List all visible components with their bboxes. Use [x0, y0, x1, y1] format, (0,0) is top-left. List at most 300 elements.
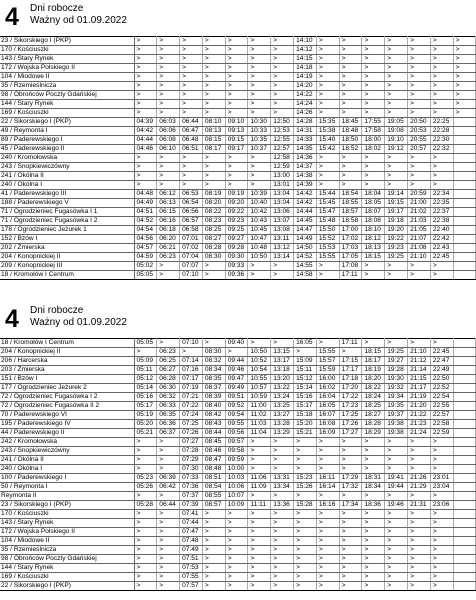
departure-time: 15:42: [316, 145, 339, 154]
departure-time: >: [362, 447, 385, 456]
departure-time: 22:55: [430, 402, 453, 411]
departure-time: 06:16: [157, 217, 180, 226]
departure-time: >: [430, 55, 453, 64]
departure-time: >: [385, 271, 408, 280]
stop-name: 170 / Kościuszki: [0, 46, 134, 55]
departure-time: >: [362, 91, 385, 100]
departure-time: 14:47: [294, 226, 317, 235]
departure-time: >: [134, 465, 157, 474]
departure-time: >: [339, 537, 362, 546]
departure-time: >: [157, 64, 180, 73]
table-row: [0, 73, 476, 82]
departure-time: 13:34: [271, 483, 294, 492]
departure-time: 17:11: [339, 271, 362, 280]
departure-time: >: [430, 555, 453, 564]
table-row: [0, 582, 476, 591]
stop-name: 243 / Snopkiewiczówny: [0, 447, 134, 456]
stop-name: 242 / Kromołowska: [0, 438, 134, 447]
departure-time: 14:22: [294, 91, 317, 100]
departure-time: 09:59: [225, 456, 248, 465]
departure-time: 21:24: [408, 429, 431, 438]
departure-time: >: [339, 555, 362, 564]
table-row: [0, 163, 476, 172]
departure-time: >: [202, 109, 225, 118]
departure-time: >: [271, 46, 294, 55]
departure-time: >: [339, 564, 362, 573]
departure-time: 08:48: [202, 465, 225, 474]
departure-time: [453, 199, 476, 208]
departure-time: 08:20: [202, 199, 225, 208]
departure-time: >: [385, 73, 408, 82]
departure-time: >: [248, 438, 271, 447]
departure-time: >: [385, 91, 408, 100]
departure-time: >: [134, 172, 157, 181]
departure-time: [453, 208, 476, 217]
departure-time: 13:29: [271, 429, 294, 438]
departure-time: >: [271, 438, 294, 447]
departure-time: >: [408, 46, 431, 55]
departure-time: 08:28: [202, 244, 225, 253]
departure-time: 06:44: [157, 501, 180, 510]
departure-time: >: [339, 172, 362, 181]
departure-time: >: [385, 555, 408, 564]
departure-time: 20:57: [408, 145, 431, 154]
departure-time: >: [271, 492, 294, 501]
departure-time: >: [248, 154, 271, 163]
departure-time: 15:18: [294, 411, 317, 420]
departure-time: 10:40: [248, 199, 271, 208]
departure-time: >: [157, 465, 180, 474]
departure-time: 19:46: [385, 501, 408, 510]
departure-time: >: [271, 37, 294, 46]
departure-time: >: [157, 564, 180, 573]
table-row: [0, 82, 476, 91]
departure-time: [453, 136, 476, 145]
table-row: [0, 154, 476, 163]
departure-time: 19:35: [385, 402, 408, 411]
departure-time: [453, 262, 476, 271]
departure-time: >: [157, 438, 180, 447]
departure-time: [453, 235, 476, 244]
departure-time: >: [362, 109, 385, 118]
stop-name: 23 / Sikorskiego I (PKP): [0, 37, 134, 46]
stop-name: 204 / Konopnickiej II: [0, 348, 134, 357]
departure-time: [453, 438, 476, 447]
departure-time: >: [134, 163, 157, 172]
departure-time: 19:34: [385, 393, 408, 402]
departure-time: >: [157, 582, 180, 591]
departure-time: >: [134, 37, 157, 46]
departure-time: 10:03: [225, 474, 248, 483]
departure-time: 07:16: [180, 366, 203, 375]
departure-time: 15:50: [316, 226, 339, 235]
departure-time: >: [339, 528, 362, 537]
departure-time: >: [202, 172, 225, 181]
stop-name: 72 / Ogrodzieniec Fugasówka I 2: [0, 393, 134, 402]
departure-time: >: [362, 55, 385, 64]
departure-time: >: [180, 91, 203, 100]
departure-time: 13:11: [271, 235, 294, 244]
departure-time: >: [408, 528, 431, 537]
departure-time: 18:00: [362, 136, 385, 145]
departure-time: >: [202, 582, 225, 591]
departure-time: >: [157, 91, 180, 100]
departure-time: 04:54: [134, 226, 157, 235]
departure-time: 22:35: [430, 199, 453, 208]
departure-time: 06:33: [157, 402, 180, 411]
departure-time: 11:00: [248, 402, 271, 411]
departure-time: >: [316, 163, 339, 172]
departure-time: >: [316, 546, 339, 555]
departure-time: 15:09: [294, 357, 317, 366]
stop-name: 151 / Bzów I: [0, 375, 134, 384]
departure-time: >: [430, 109, 453, 118]
departure-time: >: [339, 73, 362, 82]
departure-time: >: [157, 100, 180, 109]
departure-time: >: [316, 109, 339, 118]
departure-time: 04:59: [134, 253, 157, 262]
departure-time: 06:15: [157, 208, 180, 217]
departure-time: >: [294, 546, 317, 555]
departure-time: 07:39: [180, 501, 203, 510]
departure-time: 14:18: [294, 64, 317, 73]
departure-time: 14:58: [294, 271, 317, 280]
departure-time: [453, 163, 476, 172]
departure-time: 06:08: [157, 136, 180, 145]
departure-time: 17:18: [339, 375, 362, 384]
departure-time: 18:24: [362, 393, 385, 402]
departure-time: 10:54: [248, 366, 271, 375]
departure-time: >: [362, 262, 385, 271]
departure-time: 06:20: [157, 235, 180, 244]
departure-time: >: [408, 181, 431, 190]
departure-time: >: [180, 154, 203, 163]
departure-time: >: [362, 438, 385, 447]
departure-time: 06:39: [157, 474, 180, 483]
departure-time: >: [408, 582, 431, 591]
departure-time: 06:30: [157, 384, 180, 393]
departure-time: 10:48: [248, 244, 271, 253]
departure-time: 09:22: [225, 208, 248, 217]
table-row: [0, 118, 476, 127]
departure-time: >: [248, 519, 271, 528]
departure-time: 18:54: [339, 190, 362, 199]
departure-time: 08:25: [202, 226, 225, 235]
departure-time: >: [362, 537, 385, 546]
departure-time: >: [408, 271, 431, 280]
departure-time: >: [316, 519, 339, 528]
departure-time: 21:02: [408, 208, 431, 217]
departure-time: >: [430, 492, 453, 501]
departure-time: >: [157, 46, 180, 55]
departure-time: 06:47: [180, 127, 203, 136]
departure-time: 18:15: [362, 348, 385, 357]
departure-time: 06:53: [180, 190, 203, 199]
departure-time: >: [339, 154, 362, 163]
departure-time: >: [271, 528, 294, 537]
departure-time: >: [134, 55, 157, 64]
table-row: [0, 262, 476, 271]
table-row: [0, 510, 476, 519]
departure-time: 15:35: [316, 118, 339, 127]
departure-time: >: [134, 564, 157, 573]
departure-time: 13:04: [271, 190, 294, 199]
table-row: [0, 136, 476, 145]
table-row: [0, 235, 476, 244]
departure-time: 10:50: [248, 348, 271, 357]
departure-time: >: [408, 100, 431, 109]
departure-time: >: [271, 262, 294, 271]
departure-time: >: [134, 537, 157, 546]
departure-time: >: [362, 73, 385, 82]
departure-time: 21:10: [408, 253, 431, 262]
departure-time: 06:10: [157, 145, 180, 154]
departure-time: >: [157, 172, 180, 181]
departure-time: 22:47: [430, 357, 453, 366]
departure-time: 18:34: [362, 483, 385, 492]
departure-time: >: [316, 528, 339, 537]
departure-time: >: [316, 64, 339, 73]
departure-time: >: [225, 582, 248, 591]
departure-time: 15:52: [316, 235, 339, 244]
departure-time: 15:12: [294, 375, 317, 384]
departure-time: >: [339, 100, 362, 109]
departure-time: >: [385, 82, 408, 91]
table-row: [0, 483, 476, 492]
table-row: [0, 46, 476, 55]
departure-time: 07:28: [180, 447, 203, 456]
departure-time: >: [385, 64, 408, 73]
departure-time: 18:05: [362, 199, 385, 208]
departure-time: >: [134, 438, 157, 447]
departure-time: 13:20: [271, 375, 294, 384]
departure-time: >: [385, 438, 408, 447]
departure-time: >: [271, 100, 294, 109]
table-row: [0, 429, 476, 438]
departure-time: >: [294, 447, 317, 456]
departure-time: >: [225, 109, 248, 118]
departure-time: 17:00: [339, 226, 362, 235]
departure-time: 07:04: [180, 253, 203, 262]
departure-time: 10:37: [248, 145, 271, 154]
departure-time: >: [316, 339, 339, 348]
table-row: [0, 384, 476, 393]
departure-time: 18:19: [362, 366, 385, 375]
departure-time: 13:14: [271, 253, 294, 262]
departure-time: >: [408, 555, 431, 564]
departure-time: >: [225, 91, 248, 100]
departure-time: 13:28: [271, 420, 294, 429]
departure-time: 08:30: [202, 253, 225, 262]
departure-time: >: [271, 339, 294, 348]
departure-time: >: [134, 519, 157, 528]
departure-time: 15:21: [294, 429, 317, 438]
departure-time: >: [134, 546, 157, 555]
departure-time: >: [339, 465, 362, 474]
departure-time: 04:56: [134, 235, 157, 244]
departure-time: 19:38: [385, 429, 408, 438]
departure-time: >: [202, 82, 225, 91]
departure-time: 14:44: [294, 208, 317, 217]
departure-time: 14:26: [294, 109, 317, 118]
departure-time: >: [339, 573, 362, 582]
departure-time: >: [408, 438, 431, 447]
departure-time: >: [157, 181, 180, 190]
departure-time: >: [157, 573, 180, 582]
departure-time: 21:05: [408, 226, 431, 235]
table-row: [0, 37, 476, 46]
stop-name: 35 / Rzemieślnicza: [0, 546, 134, 555]
departure-time: 15:53: [316, 244, 339, 253]
stop-name: 206 / Harcerska: [0, 357, 134, 366]
departure-time: >: [339, 91, 362, 100]
departure-time: [453, 420, 476, 429]
departure-time: 10:09: [225, 501, 248, 510]
departure-time: 19:22: [385, 235, 408, 244]
departure-time: >: [248, 339, 271, 348]
departure-time: 15:55: [316, 253, 339, 262]
departure-time: 22:49: [430, 366, 453, 375]
departure-time: >: [316, 172, 339, 181]
departure-time: >: [225, 537, 248, 546]
departure-time: >: [248, 546, 271, 555]
departure-time: 21:10: [408, 348, 431, 357]
departure-time: >: [157, 109, 180, 118]
departure-time: [453, 555, 476, 564]
timetable-section-bottom: [0, 302, 476, 591]
departure-time: >: [385, 339, 408, 348]
departure-time: >: [294, 555, 317, 564]
departure-time: 17:55: [362, 118, 385, 127]
departure-time: >: [430, 100, 453, 109]
departure-time: 07:27: [180, 438, 203, 447]
departure-time: 13:00: [271, 172, 294, 181]
departure-time: >: [225, 573, 248, 582]
departure-time: >: [225, 82, 248, 91]
departure-time: 05:19: [134, 411, 157, 420]
departure-time: >: [453, 55, 476, 64]
departure-time: >: [134, 109, 157, 118]
departure-time: >: [134, 555, 157, 564]
departure-time: 14:36: [294, 154, 317, 163]
stop-name: 178 / Ogrodzieniec Jeżurek 1: [0, 226, 134, 235]
departure-time: >: [248, 55, 271, 64]
table-row: [0, 447, 476, 456]
departure-time: 18:50: [339, 136, 362, 145]
departure-time: 15:38: [316, 127, 339, 136]
departure-time: 19:15: [385, 199, 408, 208]
departure-time: 12:50: [271, 118, 294, 127]
departure-time: >: [202, 91, 225, 100]
departure-time: 20:59: [408, 190, 431, 199]
departure-time: >: [225, 154, 248, 163]
departure-time: 08:19: [202, 190, 225, 199]
departure-time: 11:02: [248, 411, 271, 420]
departure-time: 08:32: [202, 357, 225, 366]
departure-time: 09:56: [225, 429, 248, 438]
departure-time: 05:02: [134, 262, 157, 271]
departure-time: >: [134, 154, 157, 163]
departure-time: 19:41: [385, 474, 408, 483]
departure-time: 10:50: [248, 253, 271, 262]
departure-time: 16:07: [316, 411, 339, 420]
departure-time: 19:44: [385, 483, 408, 492]
departure-time: >: [248, 465, 271, 474]
departure-time: 06:42: [157, 483, 180, 492]
departure-time: 21:20: [408, 402, 431, 411]
departure-time: 08:23: [202, 217, 225, 226]
stop-name: 89 / Paderewskiego I: [0, 136, 134, 145]
departure-time: >: [385, 46, 408, 55]
departure-time: >: [271, 546, 294, 555]
departure-time: 13:17: [271, 357, 294, 366]
departure-time: 17:29: [339, 474, 362, 483]
departure-time: >: [408, 55, 431, 64]
departure-time: >: [248, 109, 271, 118]
departure-time: >: [385, 546, 408, 555]
departure-time: 09:55: [225, 420, 248, 429]
departure-time: >: [362, 492, 385, 501]
departure-time: >: [362, 339, 385, 348]
departure-time: >: [134, 73, 157, 82]
departure-time: 21:19: [408, 393, 431, 402]
departure-time: 07:37: [180, 492, 203, 501]
departure-time: 11:11: [248, 501, 271, 510]
departure-time: >: [157, 546, 180, 555]
departure-time: 08:30: [202, 348, 225, 357]
departure-time: 21:03: [408, 217, 431, 226]
departure-time: 06:23: [157, 348, 180, 357]
departure-time: >: [339, 46, 362, 55]
stop-name: 23 / Sikorskiego I (PKP): [0, 501, 134, 510]
departure-time: >: [271, 447, 294, 456]
departure-time: [453, 118, 476, 127]
stop-name: 241 / Okólna II: [0, 172, 134, 181]
departure-time: 09:28: [225, 244, 248, 253]
departure-time: 06:54: [180, 199, 203, 208]
departure-time: 21:31: [408, 501, 431, 510]
departure-time: >: [430, 438, 453, 447]
departure-time: 15:20: [294, 420, 317, 429]
departure-time: 15:28: [294, 501, 317, 510]
departure-time: 18:15: [362, 253, 385, 262]
stop-name: 71 / Ogrodzieniec Fugasówka I 1: [0, 208, 134, 217]
departure-time: 23:04: [430, 483, 453, 492]
departure-time: >: [316, 154, 339, 163]
table-row: [0, 181, 476, 190]
departure-time: [453, 564, 476, 573]
departure-time: >: [271, 109, 294, 118]
departure-time: 18:28: [362, 420, 385, 429]
departure-time: >: [134, 348, 157, 357]
departure-time: >: [134, 64, 157, 73]
departure-time: 09:49: [225, 384, 248, 393]
stop-name: 44 / Paderewskiego II: [0, 429, 134, 438]
departure-time: >: [362, 37, 385, 46]
section-header: [0, 302, 476, 338]
departure-time: >: [157, 271, 180, 280]
departure-time: [453, 528, 476, 537]
departure-time: >: [316, 262, 339, 271]
line-number: 4: [5, 3, 19, 31]
departure-time: >: [408, 91, 431, 100]
departure-time: >: [408, 163, 431, 172]
departure-time: 22:30: [430, 136, 453, 145]
departure-time: 09:13: [225, 127, 248, 136]
table-row: [0, 64, 476, 73]
departure-time: [453, 253, 476, 262]
table-row: [0, 420, 476, 429]
